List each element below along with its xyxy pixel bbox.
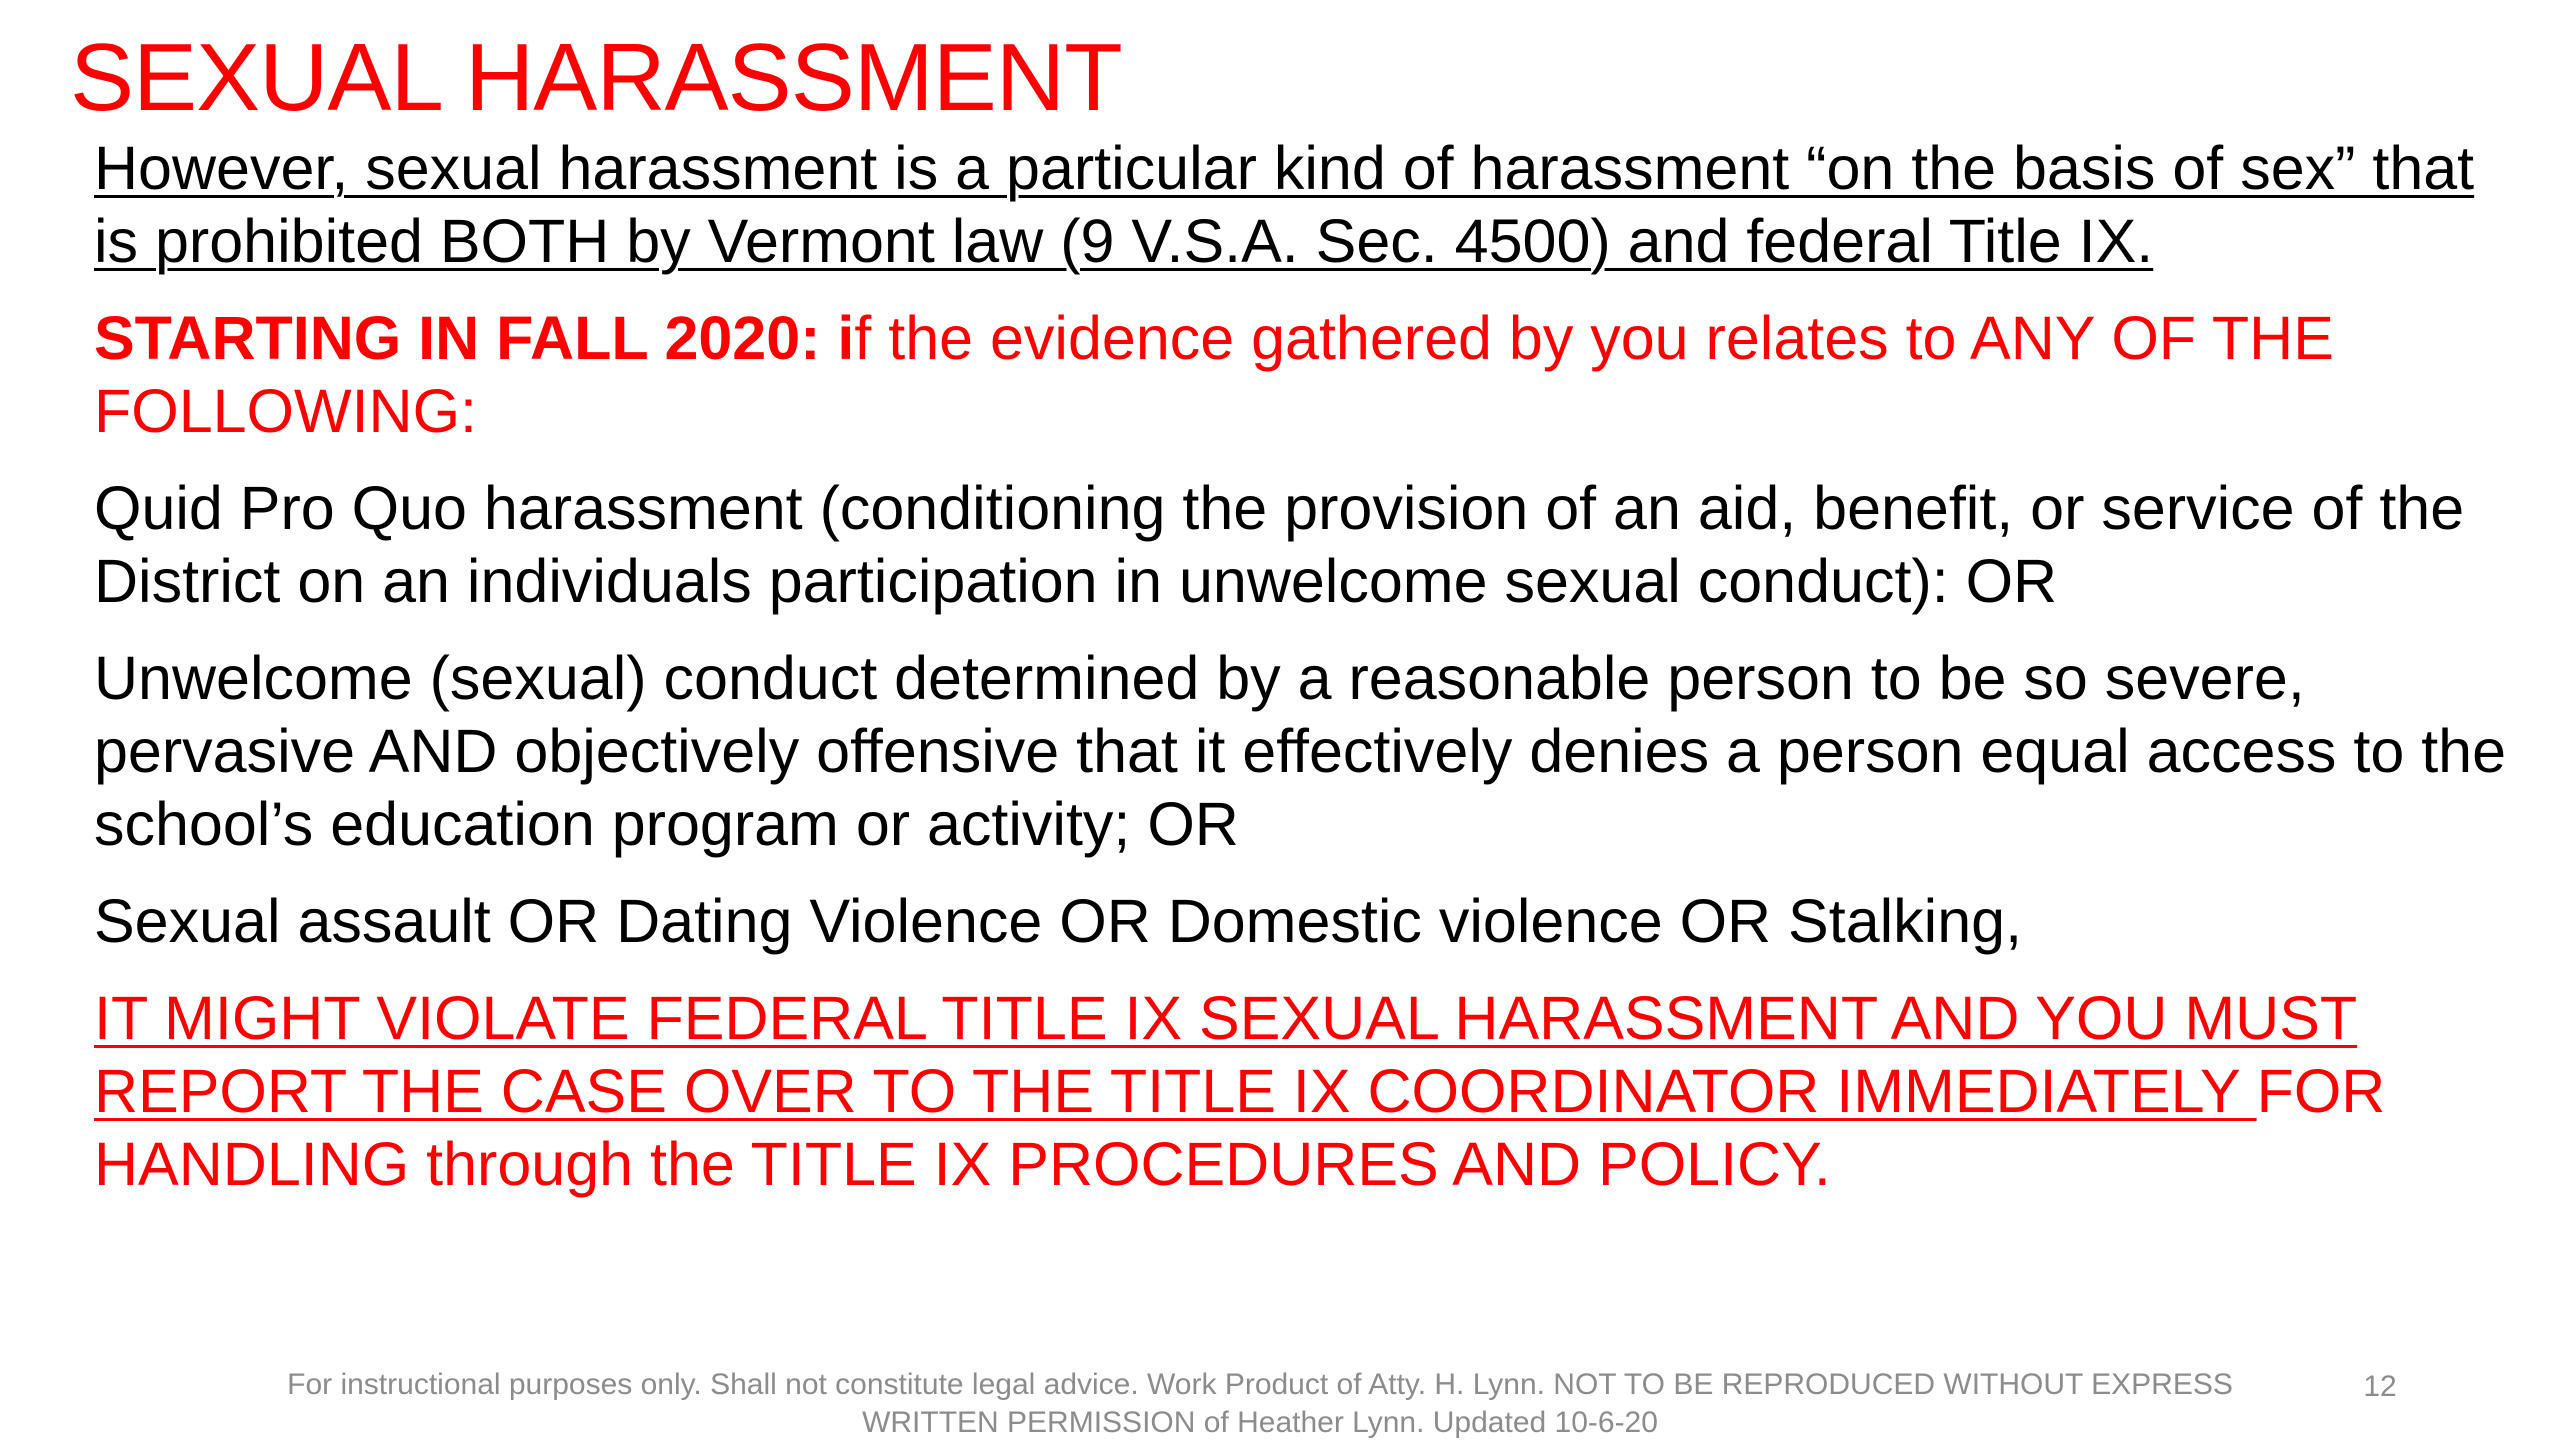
warning-underlined: IT MIGHT VIOLATE FEDERAL TITLE IX SEXUAL HARASSMENT AND YOU MUST REPORT THE CASE OVER TO THE TITLE IX COORDINATOR IMMEDIATELY (94, 984, 2358, 1125)
warning-rest: FOR HANDLING through the TITLE IX PROCEDURES AND POLICY. (94, 1057, 2386, 1198)
list-item: Unwelcome (sexual) conduct determined by a reasonable person to be so severe, pervasive AND objectively offensive that it effectively denies a person equal access to the school’s education program or activity; OR (94, 644, 2507, 858)
list-item: Quid Pro Quo harassment (conditioning the provision of an aid, benefit, or service of the District on an individuals participation in unwelcome sexual conduct): OR (94, 474, 2465, 615)
list-item: Sexual assault OR Dating Violence OR Domestic violence OR Stalking, (94, 887, 2023, 955)
starting-paragraph (94, 302, 2534, 448)
footer-disclaimer: For instructional purposes only. Shall not constitute legal advice. Work Product of Atty. H. Lynn. NOT TO BE REPRODUCED WITHOUT EXPRESS WRITTEN PERMISSION of Heather Lynn. Updated 10-6-20 (287, 1368, 2233, 1439)
intro-paragraph: However, sexual harassment is a particular kind of harassment “on the basis of sex” that is prohibited BOTH by Vermont law (9 V.S.A. Sec. 4500) and federal Title IX. (94, 134, 2475, 275)
slide-number: 12 (2363, 1370, 2397, 1403)
slide-body (94, 132, 2534, 1201)
starting-bold-prefix: STARTING IN FALL 2020: i (94, 304, 855, 372)
slide-title: SEXUAL HARASSMENT (70, 24, 1122, 131)
starting-rest: f the evidence gathered by you relates to ANY OF THE FOLLOWING: (94, 304, 2334, 445)
warning-paragraph (94, 982, 2534, 1201)
